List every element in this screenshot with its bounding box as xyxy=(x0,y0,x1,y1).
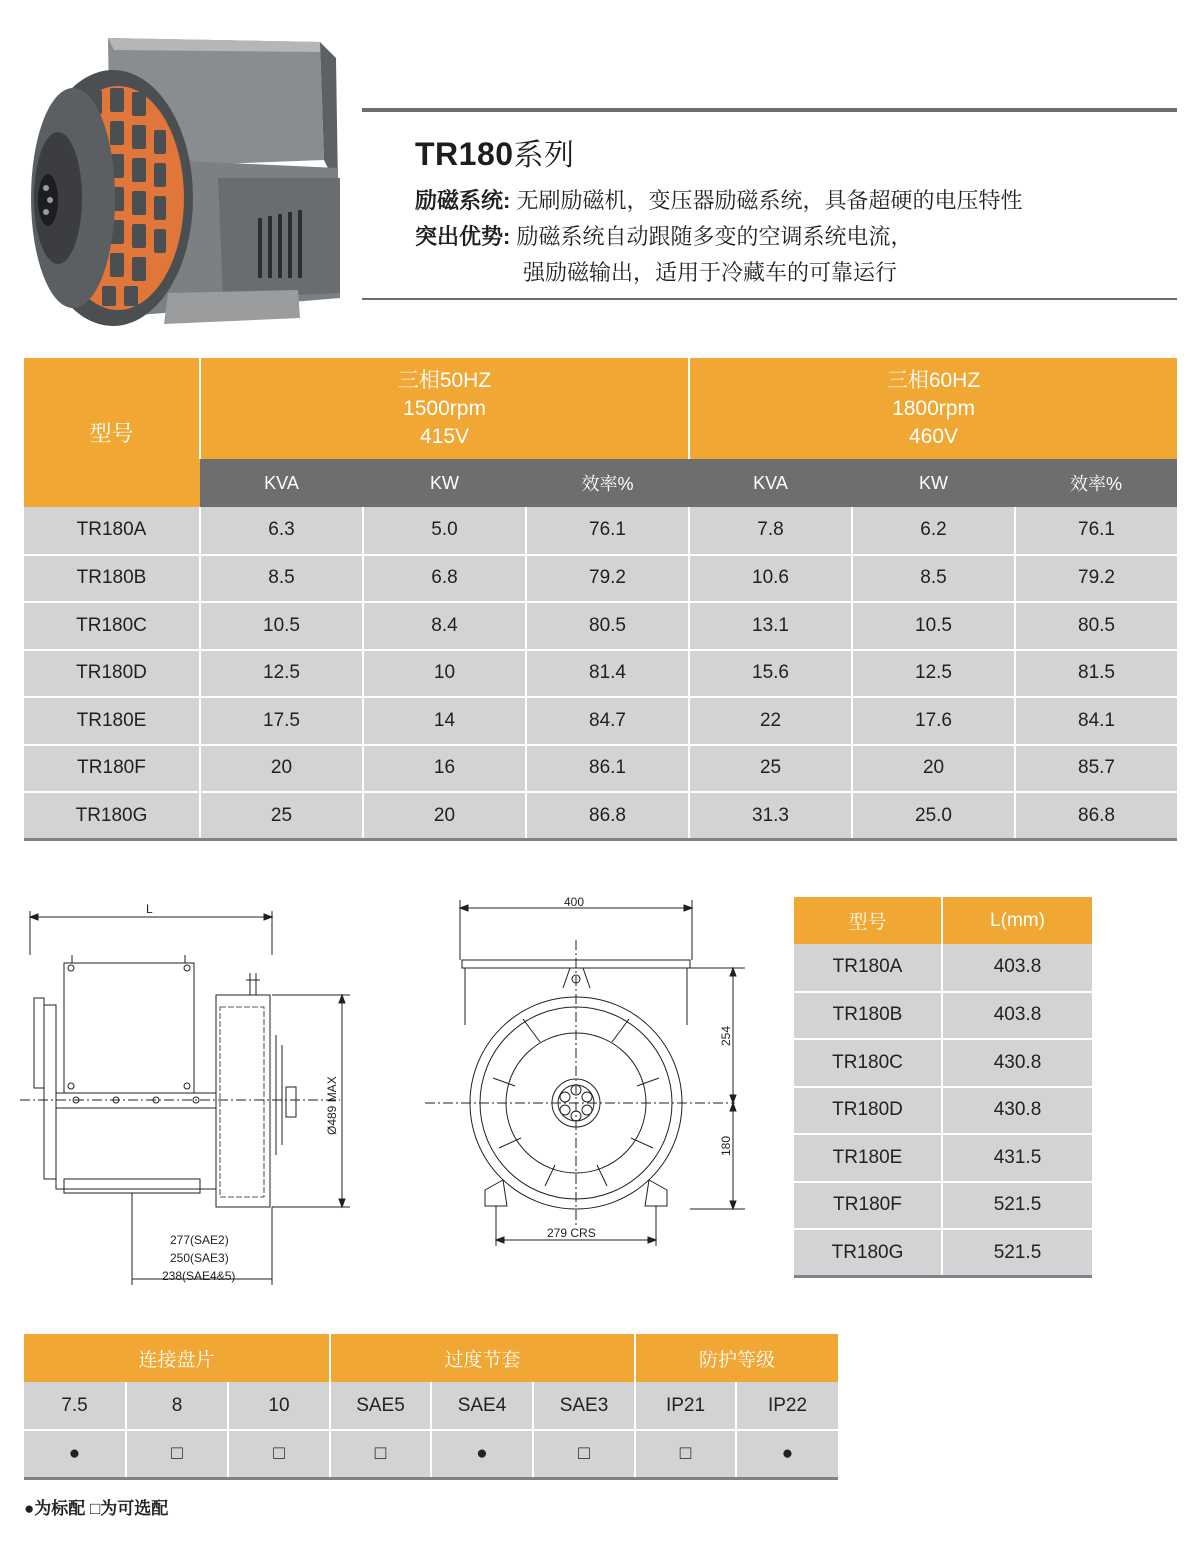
table-row xyxy=(24,792,1177,840)
cell: 31.3 xyxy=(689,792,852,840)
cell-model: TR180A xyxy=(24,507,200,555)
cell-model: TR180B xyxy=(24,555,200,603)
cell: 17.5 xyxy=(200,697,363,745)
cell-model: TR180A xyxy=(794,944,942,992)
cell: 430.8 xyxy=(942,1039,1092,1087)
option-cell: IP22 xyxy=(736,1382,838,1430)
table-row xyxy=(794,992,1092,1040)
table-row xyxy=(24,650,1177,698)
group-header-plate: 连接盘片 xyxy=(24,1334,330,1382)
mark-cell: □ xyxy=(228,1430,330,1478)
group-header-adapter: 过度节套 xyxy=(330,1334,635,1382)
option-cell: SAE5 xyxy=(330,1382,431,1430)
dim-width-label: 400 xyxy=(564,895,585,909)
col-header-kva-60: KVA xyxy=(689,459,852,507)
cell: 521.5 xyxy=(942,1182,1092,1230)
cell: 25 xyxy=(200,792,363,840)
cell: 6.3 xyxy=(200,507,363,555)
cell: 81.4 xyxy=(526,650,689,698)
col-header-eff-50: 效率% xyxy=(526,459,689,507)
option-cell: 7.5 xyxy=(24,1382,126,1430)
cell-model: TR180G xyxy=(24,792,200,840)
cell: 15.6 xyxy=(689,650,852,698)
cell: 85.7 xyxy=(1015,745,1177,793)
option-cell: IP21 xyxy=(635,1382,736,1430)
cell-model: TR180C xyxy=(794,1039,942,1087)
table-row xyxy=(24,745,1177,793)
cell: 7.8 xyxy=(689,507,852,555)
side-view-drawing xyxy=(20,895,370,1290)
col-header-kw-50: KW xyxy=(363,459,526,507)
cell: 22 xyxy=(689,697,852,745)
cell: 80.5 xyxy=(1015,602,1177,650)
advantage-line-2: 强励磁输出，适用于冷藏车的可靠运行 xyxy=(523,260,898,285)
table-row xyxy=(24,602,1177,650)
table-row xyxy=(794,1182,1092,1230)
header-60hz: 三相60HZ 1800rpm 460V xyxy=(689,358,1177,459)
cell: 16 xyxy=(363,745,526,793)
options-table xyxy=(24,1334,838,1480)
cell-model: TR180E xyxy=(24,697,200,745)
table-row xyxy=(794,1039,1092,1087)
cell: 431.5 xyxy=(942,1134,1092,1182)
front-view-drawing xyxy=(425,890,755,1250)
cell: 8.5 xyxy=(200,555,363,603)
cell: 80.5 xyxy=(526,602,689,650)
cell: 8.4 xyxy=(363,602,526,650)
mark-cell: ● xyxy=(24,1430,126,1478)
length-col-l: L(mm) xyxy=(942,897,1092,944)
table-row xyxy=(794,1134,1092,1182)
cell: 5.0 xyxy=(363,507,526,555)
cell-model: TR180E xyxy=(794,1134,942,1182)
cell: 20 xyxy=(200,745,363,793)
cell: 79.2 xyxy=(526,555,689,603)
cell: 6.2 xyxy=(852,507,1015,555)
cell: 10.6 xyxy=(689,555,852,603)
cell: 81.5 xyxy=(1015,650,1177,698)
option-cell: 8 xyxy=(126,1382,228,1430)
mark-cell: □ xyxy=(533,1430,635,1478)
cell: 403.8 xyxy=(942,944,1092,992)
dim-sae45: 238(SAE4&5) xyxy=(162,1269,236,1283)
cell-model: TR180C xyxy=(24,602,200,650)
option-cell: 10 xyxy=(228,1382,330,1430)
cell-model: TR180D xyxy=(794,1087,942,1135)
table-row xyxy=(24,555,1177,603)
mark-cell: ● xyxy=(736,1430,838,1478)
cell-model: TR180B xyxy=(794,992,942,1040)
cell: 430.8 xyxy=(942,1087,1092,1135)
series-title: TR180系列 xyxy=(415,136,575,172)
dim-crs-label: 279 CRS xyxy=(547,1226,596,1240)
cell: 521.5 xyxy=(942,1229,1092,1277)
generator-product-image xyxy=(18,28,348,338)
options-row xyxy=(24,1382,838,1430)
cell: 20 xyxy=(852,745,1015,793)
cell: 17.6 xyxy=(852,697,1015,745)
col-header-eff-60: 效率% xyxy=(1015,459,1177,507)
cell: 76.1 xyxy=(1015,507,1177,555)
cell: 84.7 xyxy=(526,697,689,745)
dim-diameter-label: Ø489 MAX xyxy=(325,1076,339,1135)
dim-upper-height: 254 xyxy=(719,1025,733,1046)
cell: 20 xyxy=(363,792,526,840)
option-cell: SAE4 xyxy=(431,1382,533,1430)
cell: 8.5 xyxy=(852,555,1015,603)
cell-model: TR180F xyxy=(794,1182,942,1230)
header-rule-top xyxy=(362,108,1177,112)
cell: 10.5 xyxy=(200,602,363,650)
dim-length-label: L xyxy=(146,902,153,916)
header-rule-bottom xyxy=(362,298,1177,300)
mark-cell: ● xyxy=(431,1430,533,1478)
mark-cell: □ xyxy=(635,1430,736,1478)
table-row xyxy=(24,507,1177,555)
cell: 14 xyxy=(363,697,526,745)
advantage-line: 突出优势: 励磁系统自动跟随多变的空调系统电流， xyxy=(415,224,913,249)
cell: 86.8 xyxy=(1015,792,1177,840)
cell-model: TR180F xyxy=(24,745,200,793)
col-header-kva-50: KVA xyxy=(200,459,363,507)
excitation-line: 励磁系统: 无刷励磁机，变压器励磁系统，具备超硬的电压特性 xyxy=(415,188,1023,213)
table-row xyxy=(24,697,1177,745)
header-50hz: 三相50HZ 1500rpm 415V xyxy=(200,358,689,459)
spec-table xyxy=(24,358,1177,841)
length-table xyxy=(794,897,1092,1278)
cell-model: TR180D xyxy=(24,650,200,698)
mark-cell: □ xyxy=(126,1430,228,1478)
cell: 86.1 xyxy=(526,745,689,793)
dim-lower-height: 180 xyxy=(719,1135,733,1156)
option-cell: SAE3 xyxy=(533,1382,635,1430)
marks-row xyxy=(24,1430,838,1478)
cell: 403.8 xyxy=(942,992,1092,1040)
cell: 79.2 xyxy=(1015,555,1177,603)
legend: ●为标配 □为可选配 xyxy=(24,1499,169,1518)
cell: 10.5 xyxy=(852,602,1015,650)
table-row xyxy=(794,1229,1092,1277)
cell: 84.1 xyxy=(1015,697,1177,745)
dim-sae3: 250(SAE3) xyxy=(170,1251,229,1265)
table-row xyxy=(794,1087,1092,1135)
length-col-model: 型号 xyxy=(794,897,942,944)
cell: 25 xyxy=(689,745,852,793)
cell-model: TR180G xyxy=(794,1229,942,1277)
cell: 86.8 xyxy=(526,792,689,840)
mark-cell: □ xyxy=(330,1430,431,1478)
cell: 13.1 xyxy=(689,602,852,650)
cell: 10 xyxy=(363,650,526,698)
col-header-kw-60: KW xyxy=(852,459,1015,507)
model-header: 型号 xyxy=(24,358,200,507)
group-header-protection: 防护等级 xyxy=(635,1334,838,1382)
cell: 12.5 xyxy=(852,650,1015,698)
cell: 76.1 xyxy=(526,507,689,555)
cell: 25.0 xyxy=(852,792,1015,840)
cell: 12.5 xyxy=(200,650,363,698)
cell: 6.8 xyxy=(363,555,526,603)
dim-sae2: 277(SAE2) xyxy=(170,1233,229,1247)
table-row xyxy=(794,944,1092,992)
